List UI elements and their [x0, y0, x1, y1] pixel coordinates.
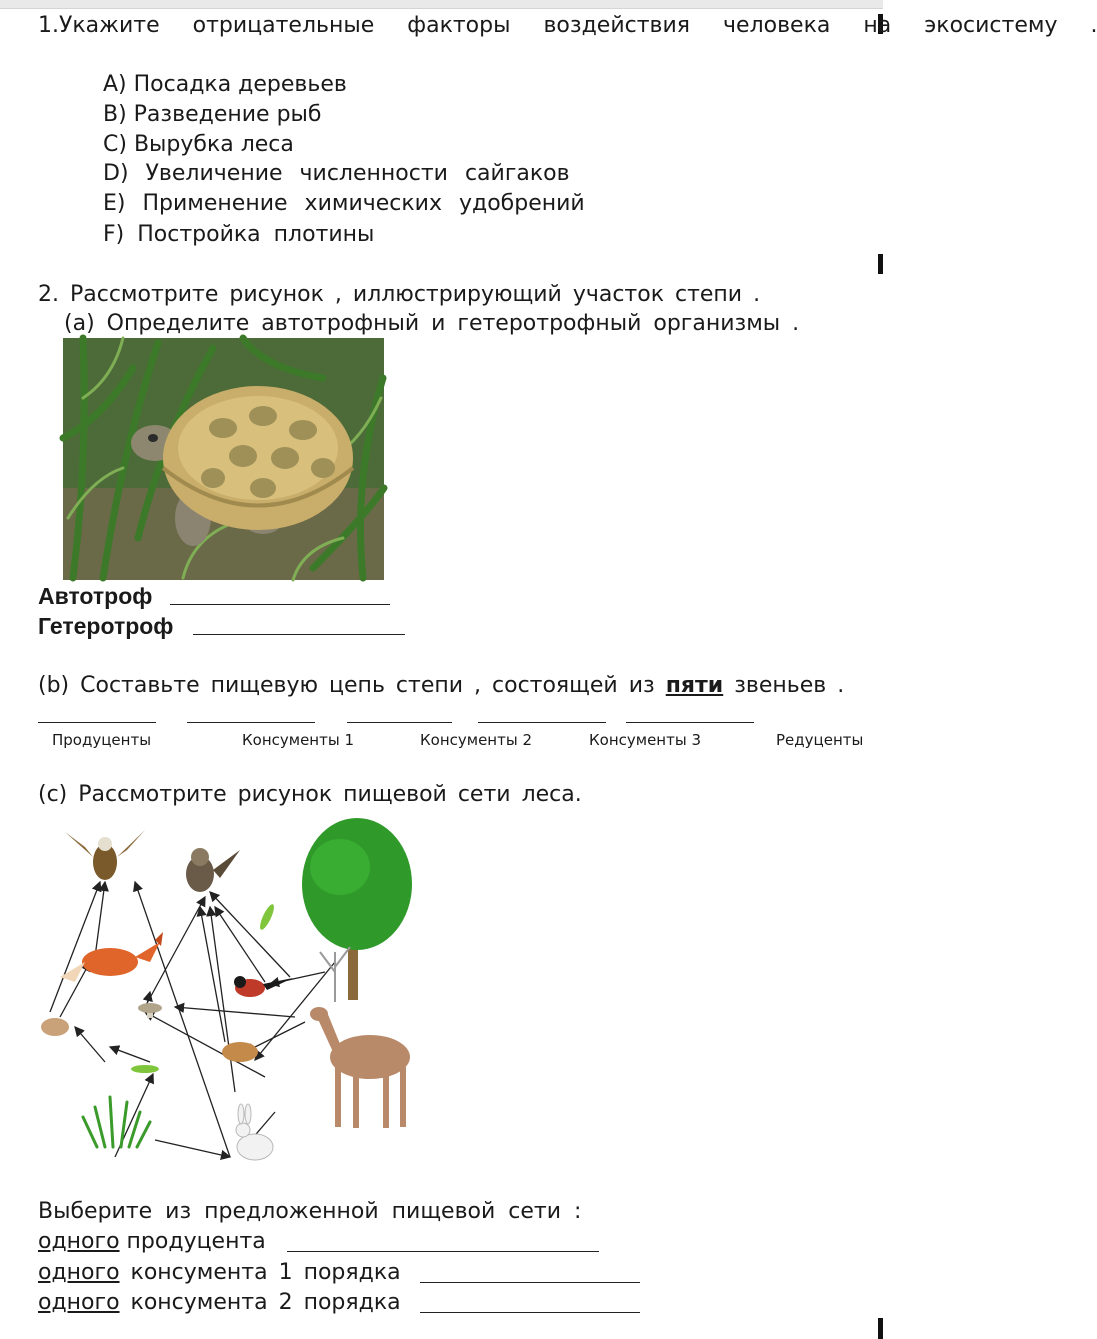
chain-label-consumers-2: Консументы 2: [420, 731, 533, 749]
producer-answer-line[interactable]: [287, 1251, 599, 1252]
part-b-text-before: (b) Составьте пищевую цепь степи , состоящей из: [38, 673, 655, 698]
answer-row-consumer-1: [38, 1259, 401, 1287]
forest-food-web-figure: [35, 812, 420, 1172]
answer-row-producer: [38, 1228, 266, 1256]
answer-row-emphasis: одного: [38, 1290, 120, 1315]
autotroph-answer-line[interactable]: [170, 604, 390, 605]
option-e: E) Применение химических удобрений: [103, 191, 585, 216]
part-a-text: (a) Определите автотрофный и гетеротрофный организмы .: [64, 311, 800, 336]
part-c-text: (c) Рассмотрите рисунок пищевой сети леса.: [38, 782, 582, 807]
chain-label-producers: Продуценты: [52, 731, 152, 749]
answer-row-label: консумента 1 порядка: [130, 1260, 401, 1285]
page-top-border: [0, 0, 883, 9]
heterotroph-label: Гетеротроф: [38, 613, 174, 639]
answer-row-emphasis: одного: [38, 1260, 120, 1285]
autotroph-label: Автотроф: [38, 583, 153, 609]
option-d: D) Увеличение численности сайгаков: [103, 161, 570, 186]
chain-blank-3[interactable]: [347, 722, 452, 723]
chain-blank-2[interactable]: [187, 722, 315, 723]
part-b-emphasis: пяти: [665, 673, 724, 698]
page-edge-mark: [878, 254, 883, 274]
part-b-text: [38, 672, 844, 700]
consumer-1-answer-line[interactable]: [420, 1282, 640, 1283]
answer-row-label: консумента 2 порядка: [130, 1290, 401, 1315]
option-a: A) Посадка деревьев: [103, 72, 347, 97]
option-f: F) Постройка плотины: [103, 222, 375, 247]
chain-label-consumers-1: Консументы 1: [242, 731, 355, 749]
chain-blank-5[interactable]: [626, 722, 754, 723]
answer-row-consumer-2: [38, 1289, 401, 1317]
consumer-2-answer-line[interactable]: [420, 1312, 640, 1313]
option-c: C) Вырубка леса: [103, 132, 294, 157]
question-2-heading: 2. Рассмотрите рисунок , иллюстрирующий участок степи .: [38, 282, 761, 307]
part-b-text-after: звеньев .: [734, 673, 845, 698]
chain-label-consumers-3: Консументы 3: [589, 731, 702, 749]
chain-label-decomposers: Редуценты: [776, 731, 864, 749]
choose-instruction: Выберите из предложенной пищевой сети :: [38, 1199, 582, 1224]
option-b: B) Разведение рыб: [103, 102, 322, 127]
tortoise-photo: [63, 338, 384, 580]
chain-blank-4[interactable]: [478, 722, 606, 723]
answer-row-label: продуцента: [126, 1229, 266, 1254]
question-1-text: 1.Укажите отрицательные факторы воздействия человека на экосистему .: [38, 13, 1097, 38]
heterotroph-answer-line[interactable]: [193, 634, 405, 635]
chain-blank-1[interactable]: [38, 722, 156, 723]
page-edge-mark: [878, 1318, 883, 1339]
answer-row-emphasis: одного: [38, 1229, 120, 1254]
